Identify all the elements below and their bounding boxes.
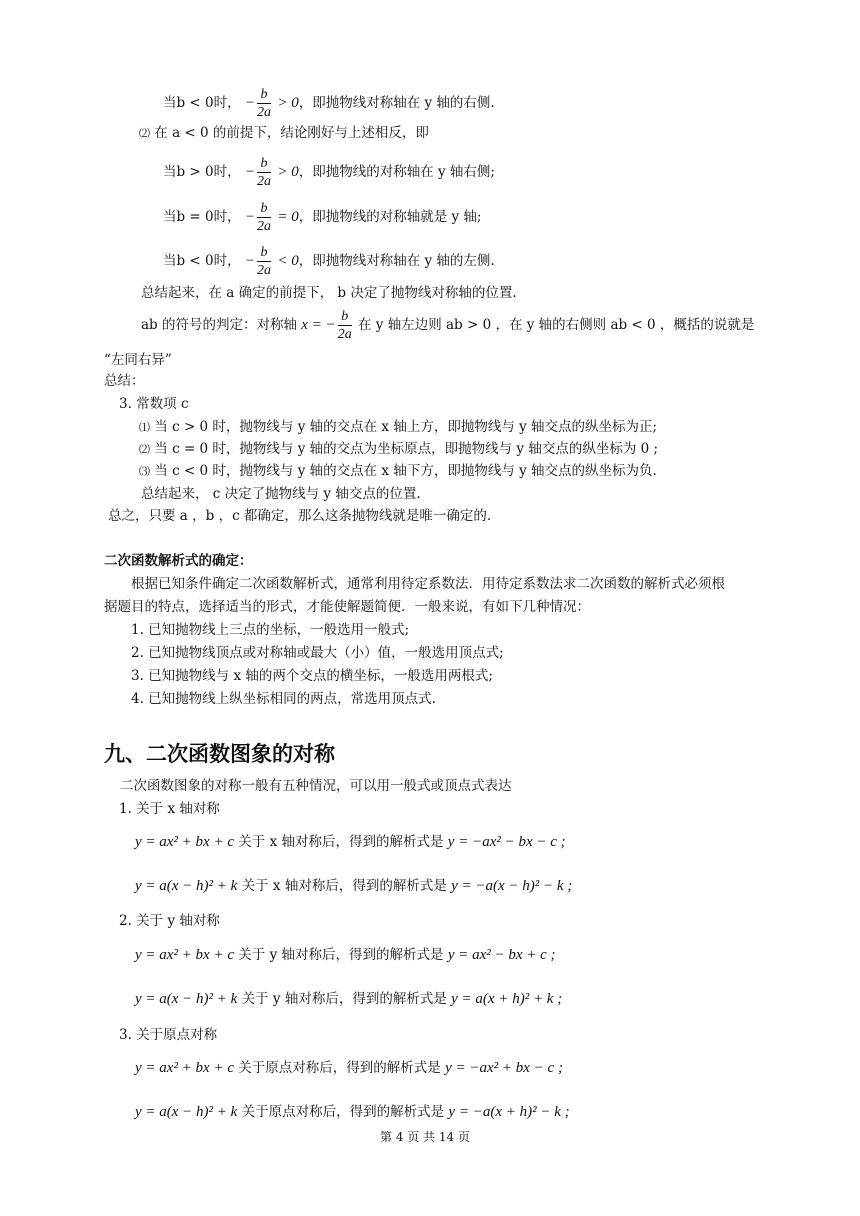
sym-line: y = ax² + bx + c 关于 x 轴对称后，得到的解析式是 y = −ax² − bx − c ; (135, 834, 566, 850)
chapter-intro: 二次函数图象的对称一般有五种情况，可以用一般式或顶点式表达 (120, 778, 512, 794)
summary-b: 总结起来，在 a 确定的前提下， b 决定了抛物线对称轴的位置. (141, 285, 517, 301)
const-item-3: ⑶ 当 c < 0 时，抛物线与 y 轴的交点在 x 轴下方，即抛物线与 y 轴交点的纵坐标为负. (139, 463, 657, 479)
const-item-1: ⑴ 当 c > 0 时，抛物线与 y 轴的交点在 x 轴上方，即抛物线与 y 轴交点的纵坐标为正; (139, 419, 658, 435)
method-item-4: 4. 已知抛物线上纵坐标相同的两点，常选用顶点式. (131, 691, 436, 707)
minus-sign: − (244, 95, 256, 111)
chapter-title: 九、二次函数图象的对称 (104, 742, 335, 766)
case2-intro: ⑵ 在 a < 0 的前提下，结论刚好与上述相反，即 (139, 125, 429, 141)
sym-section-2-title: 2. 关于 y 轴对称 (119, 913, 220, 929)
sym-line: y = a(x − h)² + k 关于 x 轴对称后，得到的解析式是 y = −a(x − h)² − k ; (135, 878, 573, 894)
sym-line: y = a(x − h)² + k 关于 y 轴对称后，得到的解析式是 y = a(x + h)² + k ; (135, 991, 563, 1007)
sym-line: y = a(x − h)² + k 关于原点对称后，得到的解析式是 y = −a(x + h)² − k ; (135, 1104, 570, 1120)
conclusion-text: ，即抛物线对称轴在 y 轴的右侧. (298, 95, 495, 111)
section-paragraph-line2: 据题目的特点，选择适当的形式，才能使解题简便．一般来说，有如下几种情况： (104, 599, 590, 615)
case1-b-negative-line (163, 86, 495, 121)
condition-text: 当b < 0时， (163, 95, 241, 111)
summary-c: 总结起来， c 决定了抛物线与 y 轴交点的位置. (141, 486, 421, 502)
method-item-2: 2. 已知抛物线顶点或对称轴或最大（小）值，一般选用顶点式; (131, 645, 504, 661)
fraction-b-over-2a: $\frac{b}{2a}$ (257, 201, 272, 234)
sym-line: y = ax² + bx + c 关于原点对称后，得到的解析式是 y = −ax² + bx − c ; (135, 1060, 563, 1076)
case2-item-1: 当b > 0时， − $\frac{b}{2a}$ > 0，即抛物线的对称轴在 y 轴右侧; (163, 156, 495, 189)
fraction-b-over-2a: $\frac{b}{2a}$ (337, 309, 352, 342)
case2-item-3: 当b < 0时， − $\frac{b}{2a}$ < 0，即抛物线对称轴在 y 轴的左侧. (163, 245, 495, 278)
page-footer: 第 4 页 共 14 页 (380, 1130, 470, 1144)
fraction-b-over-2a: $\frac{b}{2a}$ (257, 87, 272, 120)
sym-section-1-title: 1. 关于 x 轴对称 (119, 801, 220, 817)
const-item-2: ⑵ 当 c = 0 时，抛物线与 y 轴的交点为坐标原点，即抛物线与 y 轴交点的纵坐标为 0 ; (139, 441, 659, 457)
section-paragraph-line1: 根据已知条件确定二次函数解析式，通常利用待定系数法．用待定系数法求二次函数的解析式必须根 (131, 576, 725, 592)
conclusion: 总之，只要 a ，b ，c 都确定，那么这条抛物线就是唯一确定的. (108, 508, 492, 524)
sym-line: y = ax² + bx + c 关于 y 轴对称后，得到的解析式是 y = ax² − bx + c ; (135, 947, 556, 963)
section-title: 二次函数解析式的确定： (104, 553, 253, 569)
summary-label: 总结： (104, 373, 145, 389)
fraction-b-over-2a: $\frac{b}{2a}$ (257, 156, 272, 189)
constant-term-title: 3. 常数项 c (119, 396, 189, 412)
case2-item-2: 当b = 0时， − $\frac{b}{2a}$ = 0，即抛物线的对称轴就是 y 轴; (163, 201, 482, 234)
relation: > 0 (277, 95, 299, 111)
method-item-1: 1. 已知抛物线上三点的坐标，一般选用一般式; (131, 622, 410, 638)
ab-sign-rule: ab 的符号的判定：对称轴 x = − $\frac{b}{2a}$ 在 y 轴左边则 ab > 0 ，在 y 轴的右侧则 ab < 0 ，概括的说就是 (141, 309, 755, 342)
fraction-b-over-2a: $\frac{b}{2a}$ (257, 245, 272, 278)
method-item-3: 3. 已知抛物线与 x 轴的两个交点的横坐标，一般选用两根式; (131, 668, 493, 684)
sym-section-3-title: 3. 关于原点对称 (119, 1027, 218, 1043)
ab-rule-tail: “左同右异” (104, 352, 172, 368)
